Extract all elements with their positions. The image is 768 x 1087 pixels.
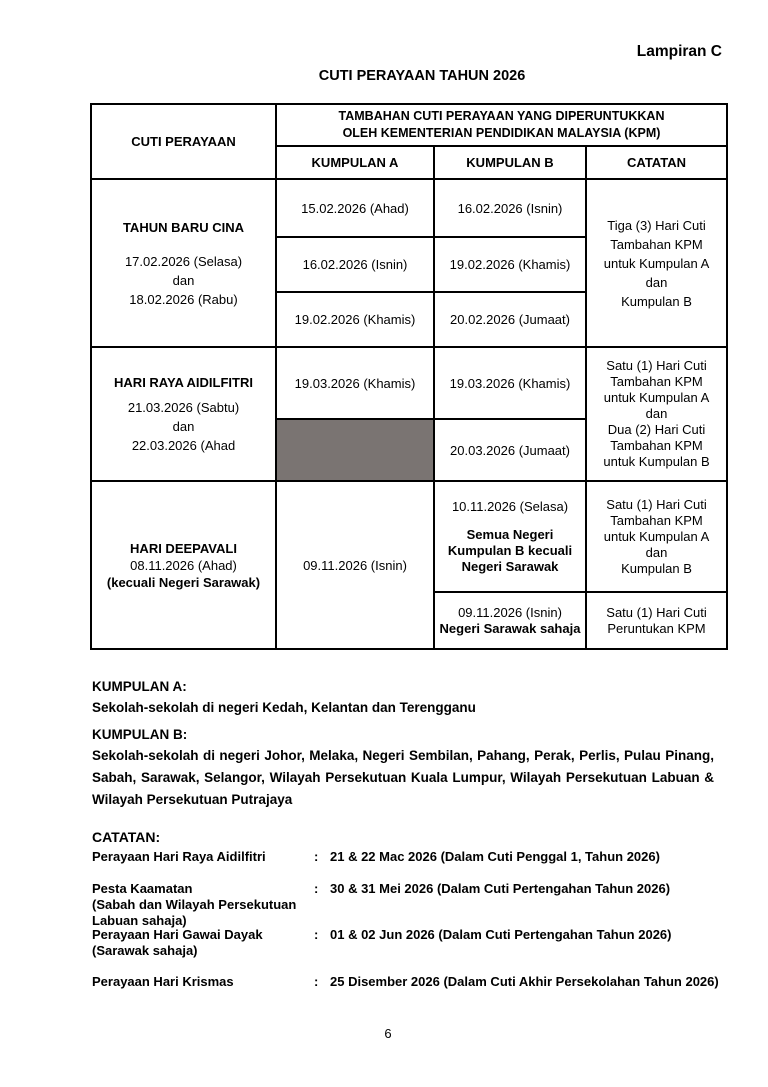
hra-group-b-row1: 19.03.2026 (Khamis) xyxy=(434,347,586,419)
tbc-group-b-row3: 20.02.2026 (Jumaat) xyxy=(434,292,586,347)
festival-name: HARI DEEPAVALI xyxy=(130,540,237,556)
tbc-group-a-row3: 19.02.2026 (Khamis) xyxy=(276,292,434,347)
tbc-group-b-row2: 19.02.2026 (Khamis) xyxy=(434,237,586,292)
catatan-separator: : xyxy=(314,927,319,942)
festival-date: 22.03.2026 (Ahad xyxy=(131,438,236,453)
festival-exception: (kecuali Negeri Sarawak) xyxy=(106,574,261,590)
catatan-separator: : xyxy=(314,974,319,989)
header-kumpulan-b: KUMPULAN B xyxy=(434,146,586,179)
festival-date: 08.11.2026 (Ahad) xyxy=(130,557,237,573)
festival-date: 21.03.2026 (Sabtu) xyxy=(127,400,240,415)
catatan-item xyxy=(92,974,744,990)
festival-date: 18.02.2026 (Rabu) xyxy=(129,291,238,307)
header-kumpulan-a: KUMPULAN A xyxy=(276,146,434,179)
dpv-group-b-date: 10.11.2026 (Selasa) xyxy=(451,498,569,514)
catatan-label-line: Perayaan Hari Gawai Dayak xyxy=(92,927,263,942)
note-line: Kumpulan B xyxy=(621,560,692,576)
tbc-group-a-row2: 16.02.2026 (Isnin) xyxy=(276,237,434,292)
kumpulan-a-definition xyxy=(92,676,722,718)
note-line: Dua (2) Hari Cuti xyxy=(607,422,706,437)
dpv-group-b-row1 xyxy=(434,481,586,592)
hra-group-a-blocked-cell xyxy=(276,419,434,481)
kumpulan-b-definition xyxy=(92,724,714,811)
tbc-group-a-row1: 15.02.2026 (Ahad) xyxy=(276,179,434,237)
dpv-note-cell-row2 xyxy=(586,592,727,649)
note-line: Tambahan KPM xyxy=(610,374,703,389)
dpv-group-b-scope: Semua Negeri xyxy=(466,526,554,542)
dpv-group-b-scope: Negeri Sarawak sahaja xyxy=(439,620,581,636)
hra-group-a-row1: 19.03.2026 (Khamis) xyxy=(276,347,434,419)
tbc-group-b-row1: 16.02.2026 (Isnin) xyxy=(434,179,586,237)
dpv-group-a-cell: 09.11.2026 (Isnin) xyxy=(276,481,434,649)
annex-label: Lampiran C xyxy=(636,43,722,60)
dpv-group-b-row2 xyxy=(434,592,586,649)
catatan-label-line: (Sabah dan Wilayah Persekutuan xyxy=(92,897,297,912)
page-number xyxy=(0,1026,768,1041)
catatan-item xyxy=(92,927,744,959)
catatan-label-line: Labuan sahaja) xyxy=(92,913,187,928)
note-line: Tiga (3) Hari Cuti xyxy=(607,217,706,233)
dpv-group-b-scope: Negeri Sarawak xyxy=(461,558,559,574)
catatan-item-value: 01 & 02 Jun 2026 (Dalam Cuti Pertengahan Tahun 2026) xyxy=(330,927,672,942)
catatan-label-line: Pesta Kaamatan xyxy=(92,881,193,896)
catatan-item-label xyxy=(92,881,314,929)
catatan-separator: : xyxy=(314,881,319,896)
catatan-item-label xyxy=(92,974,314,990)
festival-cell-hari-deepavali xyxy=(91,481,276,649)
festival-date-conjunction: dan xyxy=(172,419,195,434)
catatan-item-label xyxy=(92,927,314,959)
note-line: Tambahan KPM xyxy=(610,438,703,453)
catatan-heading: CATATAN: xyxy=(92,829,161,845)
page-number-value: 6 xyxy=(384,1026,392,1041)
catatan-label-line: Perayaan Hari Krismas xyxy=(92,974,234,989)
dpv-group-b-scope: Kumpulan B kecuali xyxy=(447,542,573,558)
note-line: Satu (1) Hari Cuti xyxy=(606,496,707,512)
header-kpm-line2: OLEH KEMENTERIAN PENDIDIKAN MALAYSIA (KPM) xyxy=(342,126,661,140)
kumpulan-b-heading: KUMPULAN B: xyxy=(92,727,188,742)
catatan-item xyxy=(92,881,744,929)
note-line: untuk Kumpulan A xyxy=(603,255,710,271)
kumpulan-b-text: Sekolah-sekolah di negeri Johor, Melaka, Negeri Sembilan, Pahang, Perak, Perlis, Pulau Pinang, Sabah, Sarawak, Selangor, Wilayah Persekutuan Kuala Lumpur, Wilayah Persekutuan Labuan & Wilayah Persekutuan Putrajaya xyxy=(92,748,714,807)
tbc-note-cell xyxy=(586,179,727,347)
catatan-item-value: 21 & 22 Mac 2026 (Dalam Cuti Penggal 1, Tahun 2026) xyxy=(330,849,660,864)
catatan-item xyxy=(92,849,744,865)
header-catatan: CATATAN xyxy=(586,146,727,179)
kumpulan-a-heading: KUMPULAN A: xyxy=(92,679,187,694)
note-line: Tambahan KPM xyxy=(610,512,703,528)
holiday-table xyxy=(90,103,728,650)
note-line: Satu (1) Hari Cuti xyxy=(606,358,707,373)
page-title: CUTI PERAYAAN TAHUN 2026 xyxy=(318,68,526,84)
note-line: dan xyxy=(645,406,668,421)
catatan-item-label xyxy=(92,849,314,865)
kumpulan-a-text: Sekolah-sekolah di negeri Kedah, Kelantan dan Terengganu xyxy=(92,700,476,715)
festival-cell-hari-raya-aidilfitri xyxy=(91,347,276,481)
festival-name: TAHUN BARU CINA xyxy=(122,219,245,235)
catatan-label-line: (Sarawak sahaja) xyxy=(92,943,198,958)
note-line: Satu (1) Hari Cuti xyxy=(606,604,707,620)
note-line: dan xyxy=(645,274,668,290)
dpv-group-b-date: 09.11.2026 (Isnin) xyxy=(458,604,562,620)
hra-group-b-row2: 20.03.2026 (Jumaat) xyxy=(434,419,586,481)
catatan-item-value: 25 Disember 2026 (Dalam Cuti Akhir Persekolahan Tahun 2026) xyxy=(330,974,719,989)
note-line: dan xyxy=(645,544,668,560)
festival-cell-tahun-baru-cina xyxy=(91,179,276,347)
header-kpm-span xyxy=(276,104,727,146)
festival-date: 17.02.2026 (Selasa) xyxy=(124,253,243,269)
note-line: untuk Kumpulan A xyxy=(603,528,710,544)
festival-date-conjunction: dan xyxy=(172,272,195,288)
catatan-separator: : xyxy=(314,849,319,864)
catatan-label-line: Perayaan Hari Raya Aidilfitri xyxy=(92,849,266,864)
festival-name: HARI RAYA AIDILFITRI xyxy=(114,375,253,390)
note-line: untuk Kumpulan A xyxy=(603,390,710,405)
header-cuti-perayaan: CUTI PERAYAAN xyxy=(91,104,276,179)
note-line: Peruntukan KPM xyxy=(607,620,706,636)
dpv-note-cell-row1 xyxy=(586,481,727,592)
note-line: untuk Kumpulan B xyxy=(603,454,710,469)
hra-note-cell xyxy=(586,347,727,481)
header-kpm-line1: TAMBAHAN CUTI PERAYAAN YANG DIPERUNTUKKAN xyxy=(338,109,665,123)
note-line: Tambahan KPM xyxy=(610,236,703,252)
note-line: Kumpulan B xyxy=(621,293,692,309)
catatan-item-value: 30 & 31 Mei 2026 (Dalam Cuti Pertengahan Tahun 2026) xyxy=(330,881,671,896)
